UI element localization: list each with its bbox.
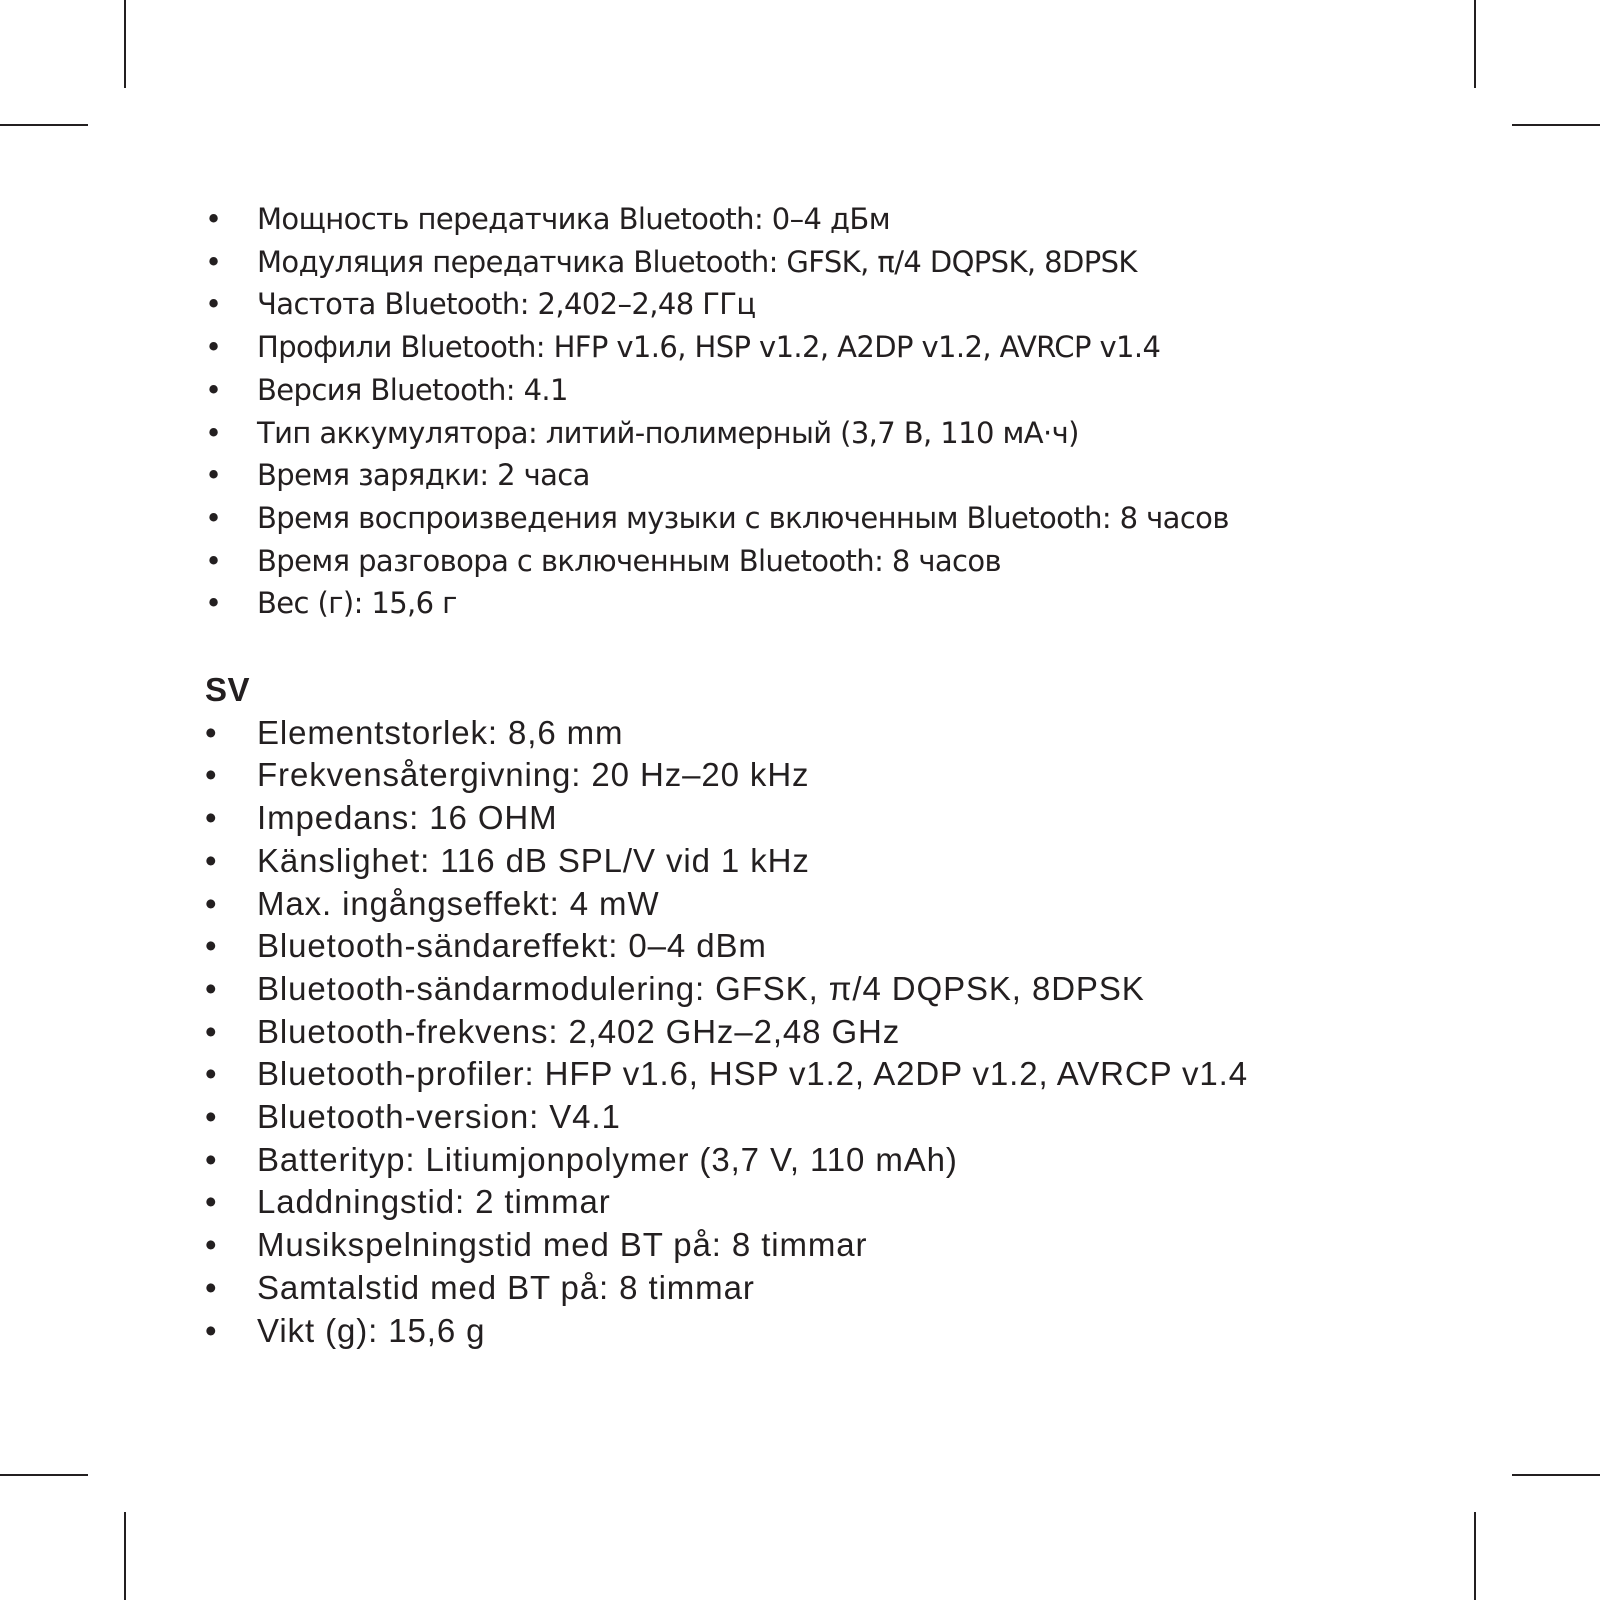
bullet-icon: • xyxy=(205,500,222,535)
spec-content xyxy=(205,198,1445,1352)
bullet-icon: • xyxy=(205,586,222,621)
bullet-icon: • xyxy=(205,244,222,279)
bullet-icon: • xyxy=(205,713,218,751)
bullet-icon: • xyxy=(205,287,222,322)
list-item xyxy=(205,925,1445,968)
list-item xyxy=(205,797,1445,840)
list-item xyxy=(205,283,1445,326)
crop-mark-top-left-horizontal xyxy=(0,124,88,126)
spec-text: Время зарядки: 2 часа xyxy=(257,458,590,493)
spec-text: Vikt (g): 15,6 g xyxy=(257,1311,486,1349)
list-item xyxy=(205,326,1445,369)
crop-mark-top-right-horizontal xyxy=(1512,124,1600,126)
list-item xyxy=(205,497,1445,540)
spec-text: Bluetooth-profiler: HFP v1.6, HSP v1.2, A2DP v1.2, AVRCP v1.4 xyxy=(257,1055,1249,1093)
spec-text: Время разговора с включенным Bluetooth: 8 часов xyxy=(257,543,1002,578)
spec-text: Модуляция передатчика Bluetooth: GFSK, π/4 DQPSK, 8DPSK xyxy=(257,244,1137,279)
bullet-icon: • xyxy=(205,1055,218,1093)
list-item xyxy=(205,412,1445,455)
bullet-icon: • xyxy=(205,202,222,236)
spec-text: Elementstorlek: 8,6 mm xyxy=(257,713,624,751)
spec-text: Musikspelningstid med BT på: 8 timmar xyxy=(257,1226,868,1264)
crop-mark-top-right-vertical xyxy=(1474,0,1476,88)
spec-text: Bluetooth-sändareffekt: 0–4 dBm xyxy=(257,927,767,965)
list-item xyxy=(205,241,1445,284)
bullet-icon: • xyxy=(205,330,222,365)
bullet-icon: • xyxy=(205,1140,218,1178)
crop-mark-bottom-right-vertical xyxy=(1474,1512,1476,1600)
crop-mark-bottom-right-horizontal xyxy=(1512,1474,1600,1476)
spec-text: Batterityp: Litiumjonpolymer (3,7 V, 110 mAh) xyxy=(257,1140,958,1178)
spec-text: Frekvensåtergivning: 20 Hz–20 kHz xyxy=(257,756,810,794)
list-item xyxy=(205,540,1445,583)
spec-text: Bluetooth-sändarmodulering: GFSK, π/4 DQPSK, 8DPSK xyxy=(257,969,1145,1007)
list-item xyxy=(205,1224,1445,1267)
list-item xyxy=(205,1267,1445,1310)
bullet-icon: • xyxy=(205,1311,218,1349)
list-item xyxy=(205,1310,1445,1353)
sv-spec-list xyxy=(205,712,1445,1353)
ru-spec-list xyxy=(205,198,1445,625)
bullet-icon: • xyxy=(205,884,218,922)
spec-text: Bluetooth-frekvens: 2,402 GHz–2,48 GHz xyxy=(257,1012,901,1050)
crop-mark-top-left-vertical xyxy=(124,0,126,88)
list-item xyxy=(205,754,1445,797)
bullet-icon: • xyxy=(205,1012,218,1050)
bullet-icon: • xyxy=(205,1268,218,1306)
spec-text: Тип аккумулятора: литий-полимерный (3,7 В, 110 мА·ч) xyxy=(257,415,1079,450)
spec-text: Частота Bluetooth: 2,402–2,48 ГГц xyxy=(257,287,756,322)
bullet-icon: • xyxy=(205,927,218,965)
bullet-icon: • xyxy=(205,458,222,493)
list-item xyxy=(205,840,1445,883)
bullet-icon: • xyxy=(205,415,222,450)
list-item xyxy=(205,968,1445,1011)
spec-text: Laddningstid: 2 timmar xyxy=(257,1183,611,1221)
list-item xyxy=(205,454,1445,497)
crop-mark-bottom-left-vertical xyxy=(124,1512,126,1600)
section-heading-sv: SV xyxy=(205,671,251,709)
spec-text: Вес (г): 15,6 г xyxy=(257,586,457,621)
list-item xyxy=(205,369,1445,412)
list-item xyxy=(205,582,1445,625)
list-item xyxy=(205,198,1445,241)
crop-mark-bottom-left-horizontal xyxy=(0,1474,88,1476)
bullet-icon: • xyxy=(205,841,218,879)
list-item xyxy=(205,712,1445,755)
bullet-icon: • xyxy=(205,543,222,578)
spec-text: Версия Bluetooth: 4.1 xyxy=(257,372,568,407)
spec-text: Samtalstid med BT på: 8 timmar xyxy=(257,1268,755,1306)
bullet-icon: • xyxy=(205,969,218,1007)
spec-text: Время воспроизведения музыки с включенным Bluetooth: 8 часов xyxy=(257,500,1229,535)
spec-text: Профили Bluetooth: HFP v1.6, HSP v1.2, A2DP v1.2, AVRCP v1.4 xyxy=(257,330,1161,365)
list-item xyxy=(205,1181,1445,1224)
list-item xyxy=(205,1011,1445,1054)
list-item xyxy=(205,1053,1445,1096)
bullet-icon: • xyxy=(205,1226,218,1264)
bullet-icon: • xyxy=(205,1098,218,1136)
bullet-icon: • xyxy=(205,756,218,794)
bullet-icon: • xyxy=(205,372,222,407)
bullet-icon: • xyxy=(205,799,218,837)
spec-text: Мощность передатчика Bluetooth: 0–4 дБм xyxy=(257,202,890,236)
list-item xyxy=(205,1139,1445,1182)
spec-text: Max. ingångseffekt: 4 mW xyxy=(257,884,660,922)
spec-text: Känslighet: 116 dB SPL/V vid 1 kHz xyxy=(257,841,810,879)
spec-text: Impedans: 16 OHM xyxy=(257,799,558,837)
list-item xyxy=(205,883,1445,926)
spec-text: Bluetooth-version: V4.1 xyxy=(257,1098,621,1136)
list-item xyxy=(205,1096,1445,1139)
bullet-icon: • xyxy=(205,1183,218,1221)
